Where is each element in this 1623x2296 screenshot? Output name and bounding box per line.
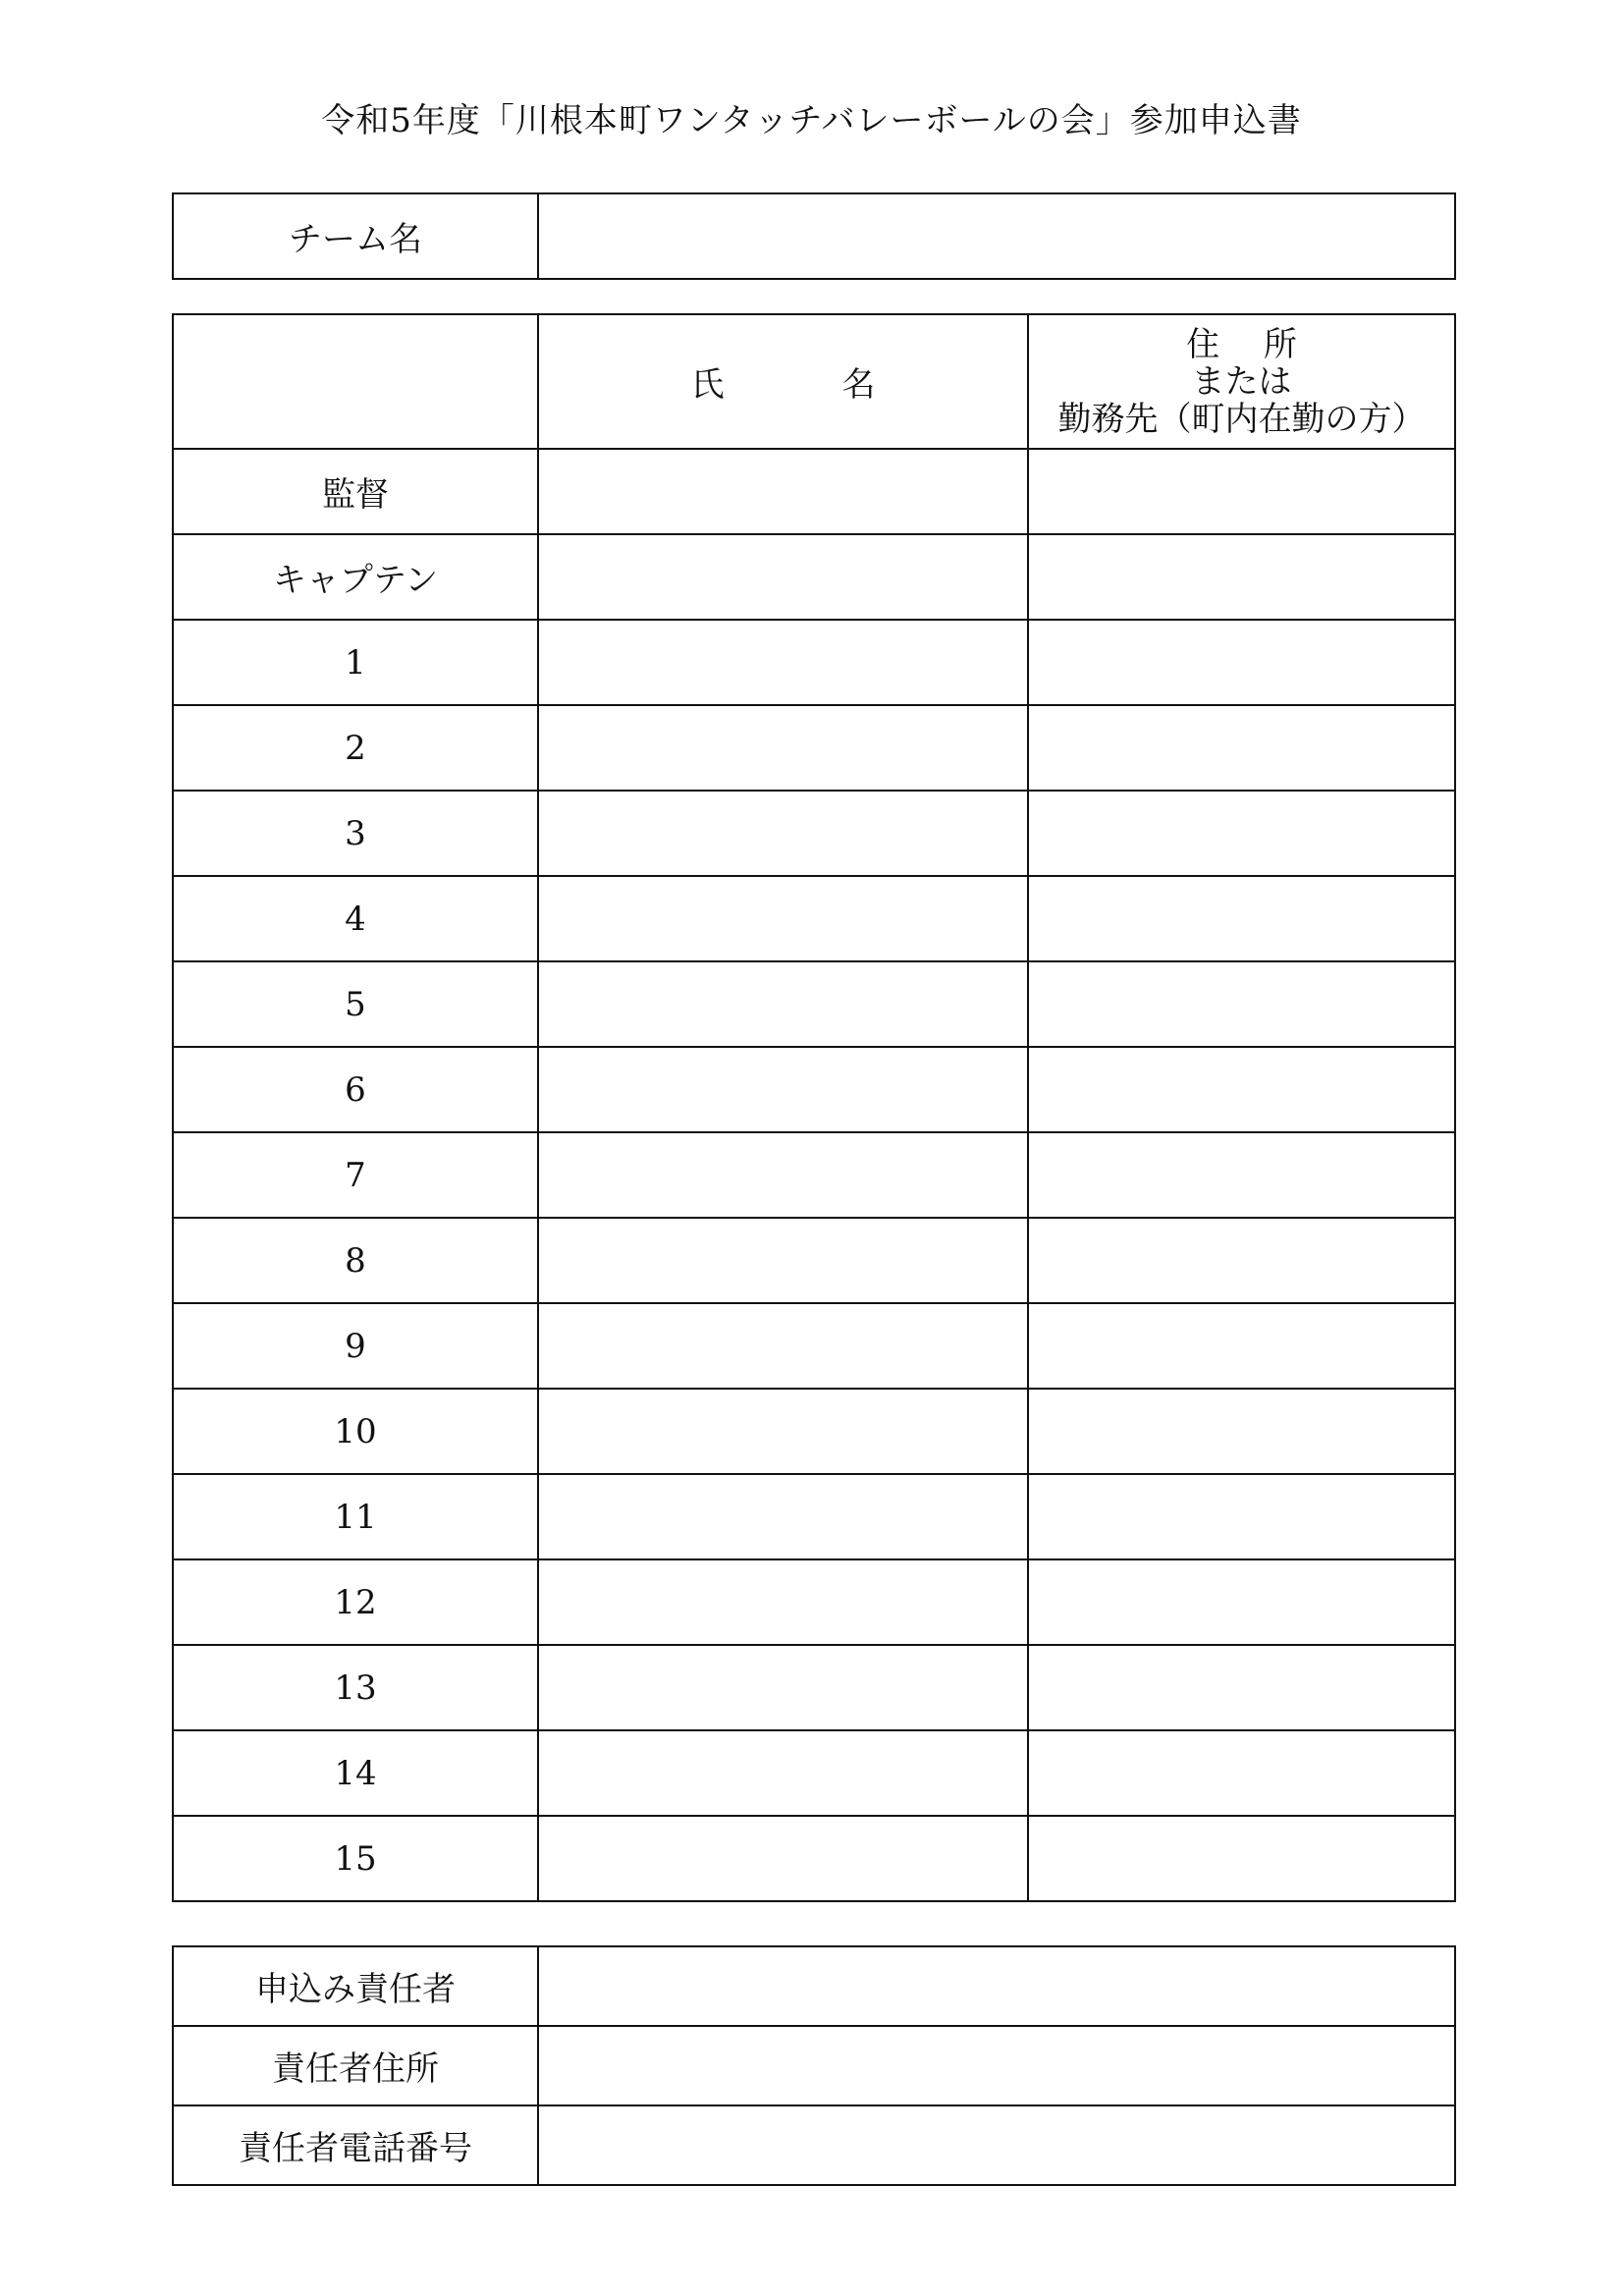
member-name-field[interactable]: [538, 1303, 1028, 1389]
member-address-field[interactable]: [1028, 534, 1455, 620]
member-name-field[interactable]: [538, 534, 1028, 620]
member-row-label: 14: [173, 1730, 538, 1816]
member-row: [173, 1559, 1455, 1645]
member-address-field[interactable]: [1028, 876, 1455, 961]
member-name-field[interactable]: [538, 1816, 1028, 1901]
member-row-label: 8: [173, 1218, 538, 1303]
member-name-field[interactable]: [538, 1389, 1028, 1474]
member-address-field[interactable]: [1028, 1132, 1455, 1218]
header-address-line1: 住 所: [1186, 324, 1297, 364]
responsible-value-field[interactable]: [538, 2026, 1455, 2105]
member-name-field[interactable]: [538, 620, 1028, 705]
member-address-field[interactable]: [1028, 1047, 1455, 1132]
member-name-field[interactable]: [538, 1559, 1028, 1645]
member-address-field[interactable]: [1028, 449, 1455, 534]
member-row: [173, 1303, 1455, 1389]
header-name-left: 氏: [690, 365, 725, 405]
member-name-field[interactable]: [538, 1047, 1028, 1132]
member-table: [172, 313, 1456, 1902]
member-name-field[interactable]: [538, 449, 1028, 534]
responsible-row: [173, 2105, 1455, 2185]
member-row: [173, 620, 1455, 705]
member-address-field[interactable]: [1028, 1218, 1455, 1303]
responsible-row: [173, 1946, 1455, 2026]
member-address-field[interactable]: [1028, 620, 1455, 705]
member-row-label: 12: [173, 1559, 538, 1645]
member-address-field[interactable]: [1028, 1645, 1455, 1730]
team-table: [172, 192, 1456, 280]
responsible-table: [172, 1945, 1456, 2186]
responsible-rows: [173, 1946, 1455, 2185]
member-name-field[interactable]: [538, 1132, 1028, 1218]
member-name-field[interactable]: [538, 1474, 1028, 1559]
responsible-value-field[interactable]: [538, 2105, 1455, 2185]
header-address: [1028, 314, 1455, 449]
member-row: [173, 1474, 1455, 1559]
member-row: [173, 1047, 1455, 1132]
responsible-row-label: 申込み責任者: [173, 1946, 538, 2026]
member-name-field[interactable]: [538, 1730, 1028, 1816]
member-rows: [173, 449, 1455, 1901]
member-row: [173, 1730, 1455, 1816]
responsible-row-label: 責任者住所: [173, 2026, 538, 2105]
member-address-field[interactable]: [1028, 1474, 1455, 1559]
team-name-label: チーム名: [173, 193, 538, 279]
responsible-row-label: 責任者電話番号: [173, 2105, 538, 2185]
member-row-label: 9: [173, 1303, 538, 1389]
member-row-label: 15: [173, 1816, 538, 1901]
member-address-field[interactable]: [1028, 705, 1455, 791]
member-name-field[interactable]: [538, 1645, 1028, 1730]
member-row-label: 6: [173, 1047, 538, 1132]
member-name-field[interactable]: [538, 705, 1028, 791]
header-address-line2: または: [1191, 361, 1292, 402]
header-blank-cell: [173, 314, 538, 449]
header-name: [538, 314, 1028, 449]
member-name-field[interactable]: [538, 791, 1028, 876]
member-row: [173, 1389, 1455, 1474]
header-address-line3: 勤務先（町内在勤の方）: [1057, 399, 1426, 439]
member-row: [173, 876, 1455, 961]
member-row: [173, 1816, 1455, 1901]
member-row-label: 5: [173, 961, 538, 1047]
member-address-field[interactable]: [1028, 1816, 1455, 1901]
member-row: [173, 449, 1455, 534]
member-row-label: 2: [173, 705, 538, 791]
member-row: [173, 1132, 1455, 1218]
member-row: [173, 961, 1455, 1047]
member-address-field[interactable]: [1028, 1730, 1455, 1816]
member-row: [173, 1645, 1455, 1730]
member-row: [173, 791, 1455, 876]
member-row-label: 監督: [173, 449, 538, 534]
member-row-label: 11: [173, 1474, 538, 1559]
member-address-field[interactable]: [1028, 1559, 1455, 1645]
member-row-label: キャプテン: [173, 534, 538, 620]
member-row: [173, 705, 1455, 791]
team-row: [173, 193, 1455, 279]
responsible-row: [173, 2026, 1455, 2105]
member-address-field[interactable]: [1028, 1389, 1455, 1474]
member-name-field[interactable]: [538, 961, 1028, 1047]
member-name-field[interactable]: [538, 1218, 1028, 1303]
page-title: 令和5年度「川根本町ワンタッチバレーボールの会」参加申込書: [321, 101, 1302, 140]
member-name-field[interactable]: [538, 876, 1028, 961]
member-row-label: 10: [173, 1389, 538, 1474]
member-row: [173, 1218, 1455, 1303]
member-table-header: [173, 314, 1455, 449]
member-address-field[interactable]: [1028, 1303, 1455, 1389]
member-address-field[interactable]: [1028, 791, 1455, 876]
member-row-label: 7: [173, 1132, 538, 1218]
member-row-label: 1: [173, 620, 538, 705]
member-row-label: 13: [173, 1645, 538, 1730]
team-name-field[interactable]: [538, 193, 1455, 279]
member-row: [173, 534, 1455, 620]
responsible-value-field[interactable]: [538, 1946, 1455, 2026]
member-row-label: 3: [173, 791, 538, 876]
member-address-field[interactable]: [1028, 961, 1455, 1047]
member-row-label: 4: [173, 876, 538, 961]
header-name-right: 名: [841, 365, 876, 405]
